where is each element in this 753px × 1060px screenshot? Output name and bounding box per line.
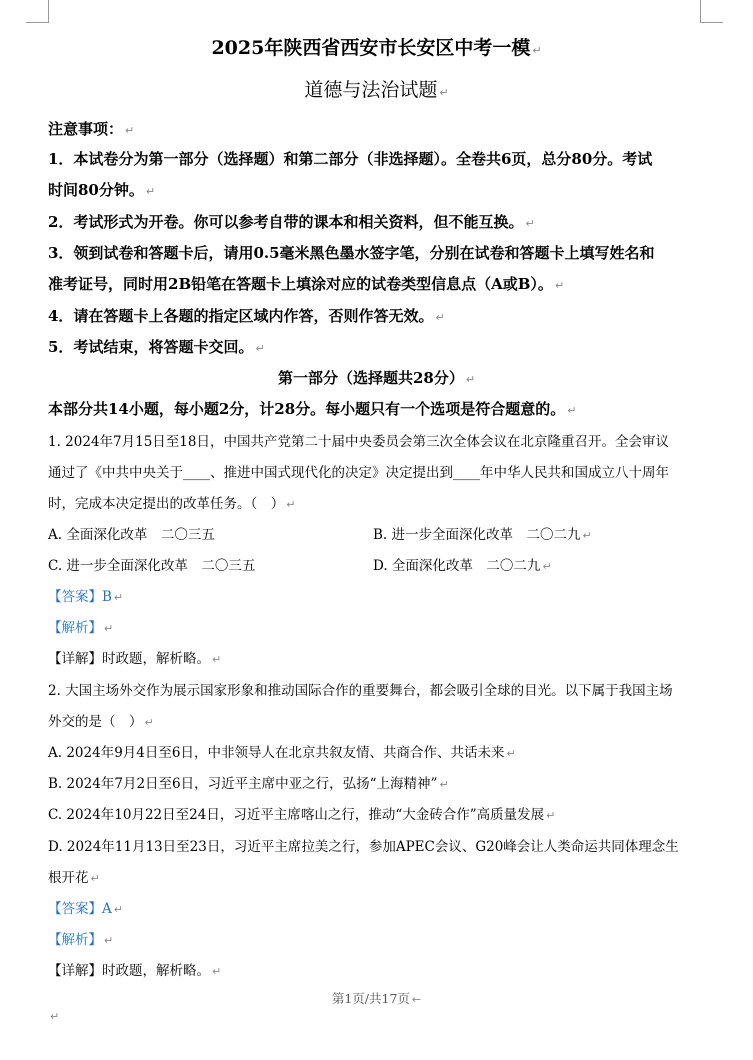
q1-option-a-text: A. 全面深化改革 二〇三五 (48, 527, 215, 543)
paragraph-mark: ↵ (212, 965, 222, 978)
q1-option-d-text: D. 全面深化改革 二〇二九 (373, 558, 541, 574)
page-number-text: 第1页/共17页 (331, 991, 410, 1006)
paragraph-mark: ↵ (546, 809, 556, 822)
q2-option-d-line-2 (48, 866, 100, 886)
paragraph-mark: ↵ (582, 529, 592, 542)
paragraph-mark: ↵ (90, 872, 100, 885)
q2-stem-line-1-text: 2. 大国主场外交作为展示国家形象和推动国际合作的重要舞台，都会吸引全球的目光。以下属于我国主场 (48, 683, 673, 699)
notice-item-2 (48, 211, 535, 232)
paragraph-mark: ↵ (286, 498, 296, 511)
exam-subtitle-text: 道德与法治试题 (304, 79, 438, 101)
paragraph-mark: ↵ (435, 311, 445, 324)
q1-stem-line-1-text: 1. 2024年7月15日至18日，中国共产党第二十届中央委员会第三次全体会议在北京隆重召开。全会审议 (48, 434, 669, 450)
q1-detail-text: 【详解】时政题，解析略。 (48, 651, 210, 667)
paragraph-mark: ↵ (554, 279, 565, 292)
notice-item-3 (48, 242, 655, 263)
end-paragraph-mark (48, 1005, 59, 1024)
paragraph-mark: ↵ (113, 591, 124, 604)
notice-item-4 (48, 305, 445, 326)
q1-option-a (48, 523, 215, 543)
q1-detail (48, 647, 221, 667)
exam-subtitle (0, 75, 753, 102)
notice-item-2-text: 2．考试形式为开卷。你可以参考自带的课本和相关资料，但不能互换。 (48, 213, 524, 231)
notice-item-1-cont (48, 179, 155, 200)
paragraph-mark: ↵ (104, 622, 114, 635)
crop-mark-top-left (26, 0, 49, 23)
q2-answer (48, 897, 123, 917)
q2-analysis-text: 【解析】 (48, 932, 102, 948)
exam-title-text: 2025年陕西省西安市长安区中考一模 (211, 37, 531, 59)
q2-detail (48, 959, 221, 979)
paragraph-mark: ↵ (113, 903, 123, 916)
q2-stem-line-2 (48, 710, 154, 730)
q1-option-b (373, 523, 592, 543)
paragraph-mark: ↵ (532, 44, 542, 57)
q2-option-d-line-2-text: 根开花 (48, 870, 89, 886)
q2-option-b (48, 772, 449, 792)
paragraph-mark: ↵ (255, 342, 265, 355)
q2-stem-line-1 (48, 679, 673, 699)
q1-stem-line-3-text: 时，完成本决定提出的改革任务。（ ） (48, 496, 285, 512)
q2-option-b-text: B. 2024年7月2日至6日，习近平主席中亚之行，弘扬“上海精神” (48, 776, 438, 792)
paragraph-mark: ↵ (567, 404, 577, 417)
paragraph-mark: ↵ (50, 1010, 60, 1023)
q1-option-b-text: B. 进一步全面深化改革 二〇二九 (373, 527, 581, 543)
paragraph-mark: ↵ (439, 778, 449, 791)
q2-option-c (48, 803, 555, 823)
q1-analysis (48, 616, 113, 636)
q2-option-d-line-1 (48, 835, 679, 855)
paragraph-mark: ↵ (439, 86, 449, 99)
q2-stem-line-2-text: 外交的是（ ） (48, 714, 143, 730)
part1-instructions-text: 本部分共14小题，每小题2分，计28分。每小题只有一个选项是符合题意的。 (48, 400, 566, 418)
paragraph-mark: ↵ (104, 934, 114, 947)
part1-heading-text: 第一部分（选择题共28分） (277, 369, 464, 387)
q2-option-a (48, 741, 516, 761)
q2-option-c-text: C. 2024年10月22日至24日，习近平主席喀山之行，推动“大金砖合作”高质量发展 (48, 807, 545, 823)
notice-item-5 (48, 336, 265, 357)
notice-item-4-text: 4．请在答题卡上各题的指定区域内作答，否则作答无效。 (48, 307, 434, 325)
part1-instructions (48, 398, 576, 419)
q2-answer-text: 【答案】A (48, 901, 112, 917)
q1-stem-line-3 (48, 492, 295, 512)
paragraph-mark: ← (411, 993, 422, 1006)
q1-option-c (48, 554, 255, 574)
notice-item-1-cont-text: 时间80分钟。 (48, 181, 144, 199)
notice-item-3-cont (48, 273, 564, 294)
paragraph-mark: ↵ (506, 747, 516, 760)
q2-option-d-line-1-text: D. 2024年11月13日至23日，习近平主席拉美之行，参加APEC会议、G20峰会让人类命运共同体理念生 (48, 839, 679, 855)
paragraph-mark: ↵ (145, 185, 156, 198)
page-footer (0, 989, 753, 1007)
paragraph-mark: ↵ (525, 217, 535, 230)
q1-stem-line-1 (48, 430, 669, 450)
q1-analysis-text: 【解析】 (48, 620, 102, 636)
exam-title (0, 33, 753, 60)
part1-heading (0, 367, 753, 388)
notice-item-1 (48, 148, 652, 169)
paragraph-mark: ↵ (144, 716, 154, 729)
notice-item-3-text: 3．领到试卷和答题卡后，请用0.5毫米黑色墨水签字笔，分别在试卷和答题卡上填写姓名和 (48, 244, 655, 262)
q2-option-a-text: A. 2024年9月4日至6日，中非领导人在北京共叙友情、共商合作、共话未来 (48, 745, 505, 761)
q1-stem-line-2-text: 通过了《中共中央关于____、推进中国式现代化的决定》决定提出到____年中华人民共和国成立八十周年 (48, 465, 669, 481)
q1-answer (48, 585, 123, 605)
crop-mark-top-right (700, 0, 723, 23)
notice-heading (48, 118, 134, 139)
q1-stem-line-2 (48, 461, 669, 481)
paragraph-mark: ↵ (465, 373, 476, 386)
q1-option-d (373, 554, 552, 574)
notice-heading-text: 注意事项： (48, 120, 124, 138)
paragraph-mark: ↵ (212, 653, 222, 666)
paragraph-mark: ↵ (542, 560, 552, 573)
q2-analysis (48, 928, 113, 948)
notice-item-1-text: 1．本试卷分为第一部分（选择题）和第二部分（非选择题）。全卷共6页，总分80分。考试 (48, 150, 653, 168)
q2-detail-text: 【详解】时政题，解析略。 (48, 963, 210, 979)
paragraph-mark: ↵ (125, 124, 135, 137)
notice-item-5-text: 5．考试结束，将答题卡交回。 (48, 338, 254, 356)
q1-answer-text: 【答案】B (48, 589, 112, 605)
q1-option-c-text: C. 进一步全面深化改革 二〇三五 (48, 558, 256, 574)
notice-item-3-cont-text: 准考证号，同时用2B铅笔在答题卡上填涂对应的试卷类型信息点（A或B）。 (48, 275, 553, 293)
